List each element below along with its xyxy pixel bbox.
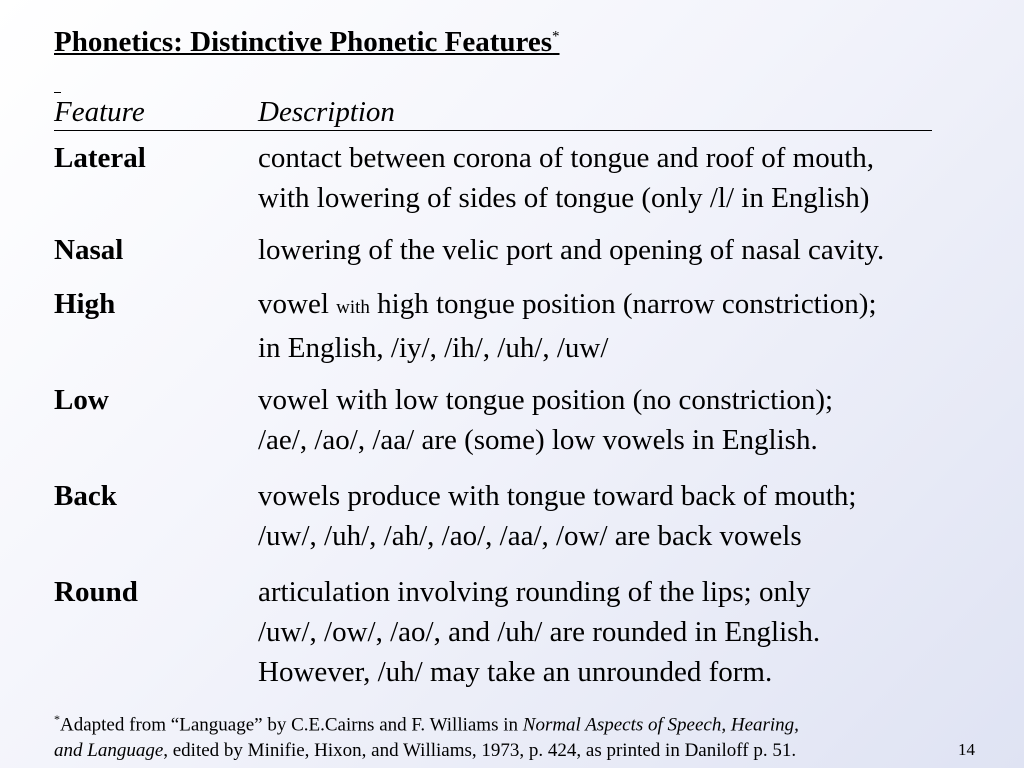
description-line: /uw/, /ow/, /ao/, and /uh/ are rounded in English. [258, 616, 821, 648]
footnote-book-title: and Language [54, 740, 164, 762]
feature-term: Back [54, 480, 117, 512]
page-number: 14 [958, 740, 975, 759]
footnote-book-title: Normal Aspects of Speech, Hearing, [522, 714, 799, 736]
footnote-prefix: Adapted from “Language” by C.E.Cairns and F. Williams in [60, 714, 523, 736]
title-footnote-marker: * [552, 28, 560, 45]
footnote-marker: * [54, 712, 60, 726]
footnote-suffix: , edited by Minifie, Hixon, and Williams, 1973, p. 424, as printed in Daniloff p. 51. [163, 740, 797, 762]
description-line: contact between corona of tongue and roof of mouth, [258, 142, 875, 174]
description-line: /uw/, /uh/, /ah/, /ao/, /aa/, /ow/ are back vowels [258, 520, 802, 552]
footnote-line [54, 738, 954, 764]
feature-term: Lateral [54, 142, 146, 174]
description-line: with lowering of sides of tongue (only /l/ in English) [258, 182, 870, 214]
feature-term: Nasal [54, 234, 124, 266]
feature-column-header: Feature [54, 96, 145, 128]
slide-title [54, 26, 560, 59]
description-line: lowering of the velic port and opening of nasal cavity. [258, 234, 885, 266]
feature-description [258, 572, 1018, 692]
slide-title-text: Phonetics: Distinctive Phonetic Features [54, 26, 553, 58]
source-footnote [54, 706, 954, 764]
feature-term: Low [54, 384, 109, 416]
description-line: However, /uh/ may take an unrounded form. [258, 656, 773, 688]
feature-description [258, 138, 1018, 218]
feature-description [258, 284, 1018, 368]
feature-description [258, 230, 1018, 270]
feature-description [258, 476, 1018, 556]
description-line: /ae/, /ao/, /aa/ are (some) low vowels in English. [258, 424, 818, 456]
description-line: in English, /iy/, /ih/, /uh/, /uw/ [258, 332, 609, 364]
description-text: vowel [258, 288, 337, 320]
description-column-header: Description [258, 96, 395, 128]
description-line [258, 284, 1018, 328]
description-line: articulation involving rounding of the lips; only [258, 576, 811, 608]
description-small-text: with [336, 297, 370, 318]
description-line: vowels produce with tongue toward back of mouth; [258, 480, 857, 512]
feature-term: Round [54, 576, 138, 608]
feature-description [258, 380, 1018, 460]
description-line: vowel with low tongue position (no constriction); [258, 384, 834, 416]
table-header [54, 96, 932, 131]
divider-mark [54, 92, 61, 93]
feature-term: High [54, 288, 116, 320]
description-text: high tongue position (narrow constriction); [369, 288, 877, 320]
footnote-line [54, 706, 954, 738]
